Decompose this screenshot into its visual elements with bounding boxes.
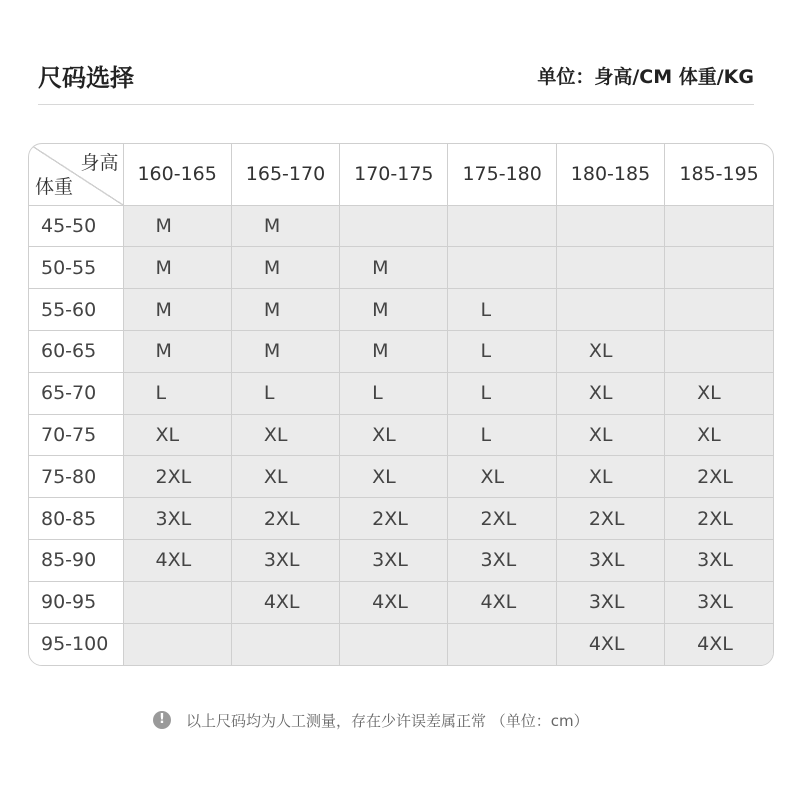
size-cell: 3XL xyxy=(556,581,664,623)
weight-label: 60-65 xyxy=(29,330,123,372)
size-cell: M xyxy=(123,330,231,372)
header-row xyxy=(29,144,773,205)
note-text: 以上尺码均为人工测量，存在少许误差属正常 （单位：cm） xyxy=(186,712,589,730)
size-cell xyxy=(448,247,556,289)
size-cell: 2XL xyxy=(231,498,339,540)
table-row xyxy=(29,498,773,540)
size-cell: M xyxy=(123,205,231,247)
size-cell: M xyxy=(340,330,448,372)
size-cell: M xyxy=(231,330,339,372)
weight-label: 80-85 xyxy=(29,498,123,540)
measurement-note xyxy=(153,710,653,734)
size-cell: 3XL xyxy=(448,540,556,582)
size-cell xyxy=(448,623,556,665)
size-cell: XL xyxy=(231,414,339,456)
size-table xyxy=(28,143,774,666)
size-cell: 3XL xyxy=(123,498,231,540)
table-row xyxy=(29,456,773,498)
weight-label: 70-75 xyxy=(29,414,123,456)
size-cell: M xyxy=(340,289,448,331)
size-cell: 3XL xyxy=(340,540,448,582)
size-cell: XL xyxy=(231,456,339,498)
size-cell: 3XL xyxy=(665,540,773,582)
table-row xyxy=(29,540,773,582)
size-cell: 4XL xyxy=(123,540,231,582)
table-row xyxy=(29,623,773,665)
table-row xyxy=(29,414,773,456)
size-cell: 3XL xyxy=(556,540,664,582)
weight-label: 75-80 xyxy=(29,456,123,498)
size-cell: L xyxy=(340,372,448,414)
size-cell xyxy=(448,205,556,247)
corner-weight-label: 体重 xyxy=(35,175,74,198)
size-cell xyxy=(340,623,448,665)
table-row xyxy=(29,372,773,414)
height-header: 175-180 xyxy=(448,144,556,205)
corner-cell xyxy=(29,144,123,205)
size-cell: XL xyxy=(556,372,664,414)
page-title: 尺码选择 xyxy=(38,64,134,92)
size-cell: L xyxy=(231,372,339,414)
size-cell xyxy=(556,205,664,247)
size-cell: L xyxy=(448,330,556,372)
exclamation-circle-icon: ! xyxy=(153,711,171,729)
corner-height-label: 身高 xyxy=(80,152,119,174)
size-cell: L xyxy=(448,372,556,414)
height-header: 185-195 xyxy=(665,144,773,205)
size-cell: XL xyxy=(665,372,773,414)
size-cell: 4XL xyxy=(665,623,773,665)
size-cell: 2XL xyxy=(448,498,556,540)
size-cell: M xyxy=(231,289,339,331)
weight-label: 85-90 xyxy=(29,540,123,582)
size-cell xyxy=(123,623,231,665)
size-cell: 2XL xyxy=(123,456,231,498)
size-cell xyxy=(556,247,664,289)
size-cell xyxy=(340,205,448,247)
weight-label: 90-95 xyxy=(29,581,123,623)
size-cell: XL xyxy=(340,414,448,456)
size-cell: 2XL xyxy=(665,456,773,498)
size-cell xyxy=(665,247,773,289)
size-cell: 2XL xyxy=(665,498,773,540)
size-cell: 3XL xyxy=(231,540,339,582)
weight-label: 50-55 xyxy=(29,247,123,289)
size-cell: 4XL xyxy=(448,581,556,623)
size-cell: XL xyxy=(448,456,556,498)
size-cell: L xyxy=(448,414,556,456)
unit-label: 单位：身高/CM 体重/KG xyxy=(537,66,754,88)
size-cell: 2XL xyxy=(556,498,664,540)
weight-label: 65-70 xyxy=(29,372,123,414)
size-cell: M xyxy=(340,247,448,289)
weight-label: 95-100 xyxy=(29,623,123,665)
size-cell: XL xyxy=(556,456,664,498)
size-cell: XL xyxy=(556,330,664,372)
size-cell xyxy=(556,289,664,331)
size-cell: M xyxy=(123,247,231,289)
size-chart-table xyxy=(29,144,773,665)
size-cell: 4XL xyxy=(340,581,448,623)
table-row xyxy=(29,581,773,623)
size-cell xyxy=(231,623,339,665)
table-row xyxy=(29,205,773,247)
size-cell: 3XL xyxy=(665,581,773,623)
size-cell: 4XL xyxy=(556,623,664,665)
height-header: 160-165 xyxy=(123,144,231,205)
size-cell: 4XL xyxy=(231,581,339,623)
table-row xyxy=(29,247,773,289)
height-header: 165-170 xyxy=(231,144,339,205)
size-cell: L xyxy=(448,289,556,331)
size-cell: M xyxy=(123,289,231,331)
size-cell: XL xyxy=(556,414,664,456)
size-cell: L xyxy=(123,372,231,414)
size-cell xyxy=(665,205,773,247)
header xyxy=(38,58,754,98)
size-cell xyxy=(665,330,773,372)
height-header: 170-175 xyxy=(340,144,448,205)
header-divider xyxy=(38,104,754,105)
size-cell xyxy=(123,581,231,623)
size-cell: XL xyxy=(123,414,231,456)
size-cell: M xyxy=(231,247,339,289)
size-cell: XL xyxy=(340,456,448,498)
weight-label: 55-60 xyxy=(29,289,123,331)
table-row xyxy=(29,289,773,331)
size-cell: 2XL xyxy=(340,498,448,540)
size-cell: XL xyxy=(665,414,773,456)
table-row xyxy=(29,330,773,372)
height-header: 180-185 xyxy=(556,144,664,205)
size-cell: M xyxy=(231,205,339,247)
size-cell xyxy=(665,289,773,331)
weight-label: 45-50 xyxy=(29,205,123,247)
